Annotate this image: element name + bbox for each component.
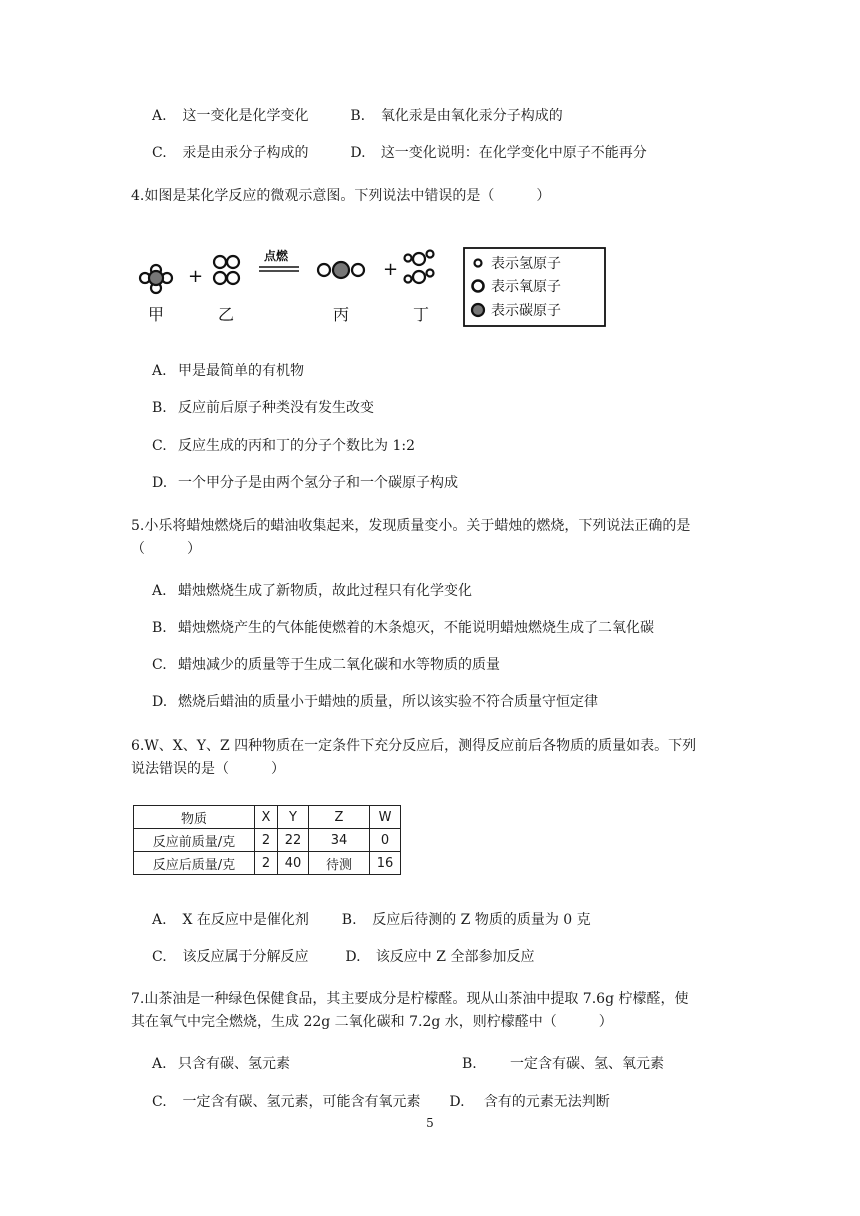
option-letter: A. [152,583,167,599]
option-text: 反应前后原子种类没有发生改变 [178,400,374,416]
q5-stem-line2: （ ） [131,541,201,557]
table-cell: Z [309,806,370,829]
q6-stem-line1: 6.W、X、Y、Z 四种物质在一定条件下充分反应后，测得反应前后各物质的质量如表。下列 [131,738,697,754]
option-letter: B. [350,108,366,124]
table-cell: 40 [278,852,309,875]
hydrogen-atom-icon [475,260,482,267]
table-row [134,852,401,875]
table-cell: 物质 [134,806,255,829]
mass-table [133,805,401,875]
table-cell: 反应后质量/克 [134,852,255,875]
option-letter: A. [152,108,167,124]
carbon-atom-icon [472,304,484,316]
q3-options-row2 [152,144,647,162]
q7-option-b [462,1055,664,1073]
table-cell: 16 [370,852,401,875]
option-text: 一定含有碳、氢、氧元素 [510,1056,664,1072]
label-jia: 甲 [148,305,165,324]
plus-sign: + [188,266,204,287]
q3-option-d: 这一变化说明：在化学变化中原子不能再分 [380,145,647,161]
option-text: 反应生成的丙和丁的分子个数比为 1:2 [178,438,415,454]
q6-option-a: X 在反应中是催化剂 [182,912,309,928]
q6-stem-line2: 说法错误的是（ ） [131,761,285,777]
q6-options-row2 [152,948,534,966]
page-number: 5 [426,1116,434,1130]
table-cell: X [255,806,278,829]
q5-option-c [152,656,500,674]
label-yi: 乙 [218,305,235,324]
option-letter: B. [462,1056,477,1072]
q6-options-row1 [152,911,591,929]
q7-option-c: 一定含有碳、氢元素，可能含有氧元素 [182,1094,421,1110]
q7-option-d: 含有的元素无法判断 [483,1094,610,1110]
option-text: 甲是最简单的有机物 [178,363,304,379]
table-header-row [134,806,401,829]
molecule-bing [318,262,364,278]
table-cell: 22 [278,829,309,852]
q4-option-c [152,437,415,455]
legend-oxygen: 表示氧原子 [491,279,561,295]
option-letter: B. [341,912,357,928]
option-letter: D. [345,949,361,965]
option-text: 只含有碳、氢元素 [178,1056,290,1072]
option-letter: D. [152,475,168,491]
option-letter: A. [152,1056,167,1072]
q5-option-b [152,619,654,637]
q7-stem-line2: 其在氧气中完全燃烧，生成 22g 二氧化碳和 7.2g 水，则柠檬醛中（ ） [131,1014,613,1030]
option-letter: B. [152,620,167,636]
label-bing: 丙 [333,305,350,324]
table-cell: 2 [255,852,278,875]
reaction-diagram [132,242,612,334]
option-letter: C. [152,1094,167,1110]
label-ding: 丁 [413,305,430,324]
legend-carbon: 表示碳原子 [491,303,561,319]
q6-option-d: 该反应中 Z 全部参加反应 [375,949,535,965]
table-cell: W [370,806,401,829]
table-cell: 待测 [309,852,370,875]
q4-option-d [152,474,458,492]
table-cell: 34 [309,829,370,852]
q7-option-a [152,1055,290,1073]
q3-option-a: 这一变化是化学变化 [182,108,309,124]
option-text: 蜡烛燃烧生成了新物质，故此过程只有化学变化 [178,583,472,599]
option-letter: D. [449,1094,465,1110]
q5-option-d [152,693,598,711]
q3-option-c: 汞是由汞分子构成的 [182,145,309,161]
q3-option-b: 氧化汞是由氧化汞分子构成的 [380,108,563,124]
table-cell: 2 [255,829,278,852]
q5-stem-line1: 5.小乐将蜡烛燃烧后的蜡油收集起来，发现质量变小。关于蜡烛的燃烧，下列说法正确的是 [131,518,691,534]
legend-hydrogen: 表示氢原子 [491,256,561,272]
molecule-jia [140,265,172,293]
table-cell: Y [278,806,309,829]
q4-stem: 4.如图是某化学反应的微观示意图。下列说法中错误的是（ ） [131,188,551,204]
table-row [134,829,401,852]
option-letter: D. [350,145,366,161]
q6-option-c: 该反应属于分解反应 [182,949,309,965]
q4-option-b [152,399,374,417]
option-text: 燃烧后蜡油的质量小于蜡烛的质量，所以该实验不符合质量守恒定律 [178,694,598,710]
table-cell: 反应前质量/克 [134,829,255,852]
q3-options-row1 [152,107,563,125]
q5-option-a [152,582,472,600]
table-cell: 0 [370,829,401,852]
option-text: 蜡烛减少的质量等于生成二氧化碳和水等物质的质量 [178,657,500,673]
reaction-condition: 点燃 [264,249,289,263]
option-letter: C. [152,145,167,161]
option-letter: C. [152,438,167,454]
option-letter: C. [152,949,167,965]
option-text: 一个甲分子是由两个氢分子和一个碳原子构成 [178,475,458,491]
oxygen-atom-icon [473,281,484,292]
option-letter: A. [152,363,167,379]
q4-option-a [152,362,304,380]
q7-options-row2 [152,1093,610,1111]
option-letter: C. [152,657,167,673]
option-letter: B. [152,400,167,416]
option-text: 蜡烛燃烧产生的气体能使燃着的木条熄灭，不能说明蜡烛燃烧生成了二氧化碳 [178,620,654,636]
option-letter: D. [152,694,168,710]
plus-sign: + [383,259,399,280]
q6-option-b: 反应后待测的 Z 物质的质量为 0 克 [372,912,591,928]
option-letter: A. [152,912,167,928]
molecule-ding [405,251,434,284]
molecule-yi [214,256,239,284]
q7-stem-line1: 7.山茶油是一种绿色保健食品，其主要成分是柠檬醛。现从山茶油中提取 7.6g 柠檬醛，使 [131,991,689,1007]
